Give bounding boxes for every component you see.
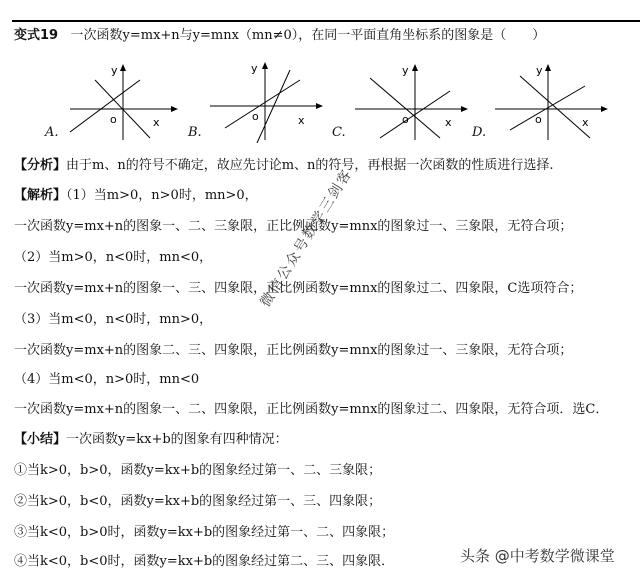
solution-line: （2）当m>0，n<0时，mn<0， xyxy=(14,250,213,265)
solution-line: （3）当m<0，n<0时，mn>0， xyxy=(14,312,213,327)
svg-text:o: o xyxy=(110,113,117,126)
solution-line: （4）当m<0，n>0时，mn<0 xyxy=(14,372,200,387)
svg-text:o: o xyxy=(252,110,259,123)
svg-text:o: o xyxy=(535,113,542,126)
svg-text:y: y xyxy=(251,62,258,75)
summary-text: 一次函数y=kx+b的图象有四种情况： xyxy=(66,432,288,447)
svg-text:x: x xyxy=(445,116,452,129)
svg-text:o: o xyxy=(402,113,409,126)
watermark: 微信公众号数学三剑客 xyxy=(257,165,356,311)
analysis-text: 由于m、n的符号不确定，故应先讨论m、n的符号，再根据一次函数的性质进行选择. xyxy=(66,158,554,173)
summary-item: ②当k>0，b<0，函数y=kx+b的图象经过第一、三、四象限； xyxy=(14,494,382,509)
solution-text: （1）当m>0，n>0时，mn>0， xyxy=(66,188,258,203)
problem-text: 一次函数y=mx+n与y=mnx（mn≠0），在同一平面直角坐标系的图象是（ ） xyxy=(70,28,546,43)
summary-item: ④当k<0，b<0时，函数y=kx+b的图象经过第二、三、四象限． xyxy=(14,554,395,569)
summary-label: 【小结】 xyxy=(14,432,67,447)
summary-item: ③当k<0，b>0时，函数y=kx+b的图象经过第一、二、四象限； xyxy=(14,525,395,540)
analysis xyxy=(14,158,554,174)
svg-text:y: y xyxy=(536,64,543,77)
summary xyxy=(14,432,288,448)
svg-text:y: y xyxy=(111,64,118,77)
analysis-label: 【分析】 xyxy=(14,158,67,173)
svg-text:x: x xyxy=(153,116,160,129)
graph-d xyxy=(490,58,615,143)
solution-line: 一次函数y=mx+n的图象二、三、四象限，正比例函数y=mnx的图象过一、三象限，无符合项； xyxy=(14,343,573,358)
option-a-label[interactable]: A. xyxy=(45,125,59,140)
summary-item: ①当k>0，b>0，函数y=kx+b的图象经过第一、二、三象限； xyxy=(14,463,382,478)
graph-b xyxy=(205,58,330,143)
solution-line: 一次函数y=mx+n的图象一、二、三象限，正比例函数y=mnx的图象过一、三象限，无符合项； xyxy=(14,219,573,234)
footer-credit: 头条 @中考数学微课堂 xyxy=(460,547,615,565)
problem-label: 变式19 xyxy=(14,28,59,43)
option-b-label[interactable]: B. xyxy=(188,125,202,140)
svg-text:x: x xyxy=(298,114,305,127)
graph-c xyxy=(350,58,475,143)
top-rule xyxy=(12,20,640,22)
svg-text:x: x xyxy=(582,116,589,129)
solution-line xyxy=(14,188,258,204)
option-c-label[interactable]: C. xyxy=(332,125,346,140)
problem-statement xyxy=(14,28,545,44)
solution-line: 一次函数y=mx+n的图象一、三、四象限，正比例函数y=mnx的图象过二、四象限，C选项符合； xyxy=(14,281,583,296)
solution-label: 【解析】 xyxy=(14,188,67,203)
svg-text:y: y xyxy=(402,64,409,77)
solution-line: 一次函数y=mx+n的图象一、二、四象限，正比例函数y=mnx的图象过二、四象限，无符合项．选C． xyxy=(14,402,609,417)
graph-a xyxy=(65,58,185,143)
option-d-label[interactable]: D. xyxy=(472,125,487,140)
